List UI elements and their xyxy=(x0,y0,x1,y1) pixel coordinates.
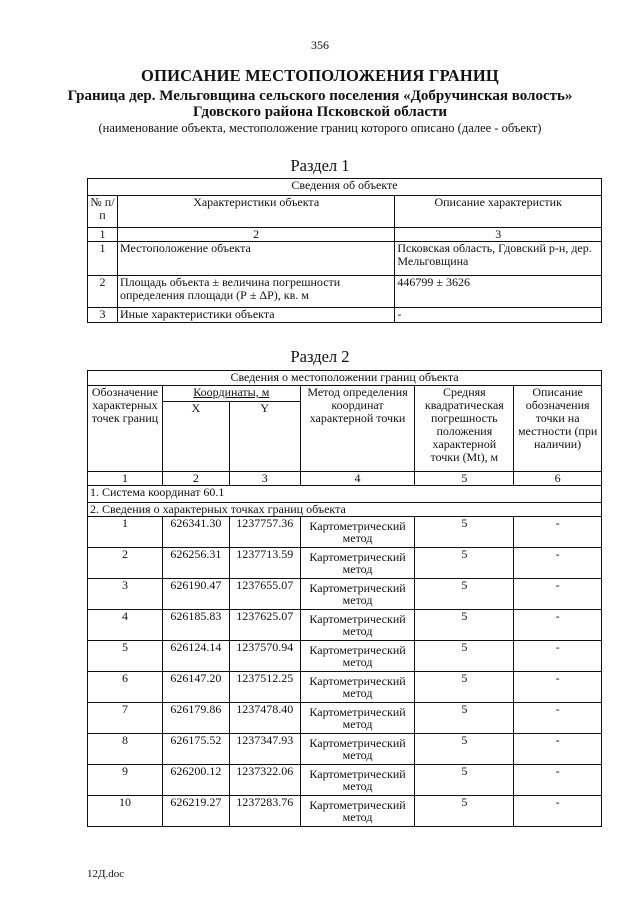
column-header: Обозначение характерных точек границ xyxy=(88,386,163,472)
column-number: 5 xyxy=(415,472,514,486)
y-coordinate-cell: 1237283.76 xyxy=(229,796,300,827)
method-cell: Картометрический метод xyxy=(300,579,415,610)
point-number-cell: 6 xyxy=(88,672,163,703)
point-description-cell: - xyxy=(514,734,602,765)
point-description-cell: - xyxy=(514,796,602,827)
column-header-y: Y xyxy=(229,402,300,472)
table-row xyxy=(88,610,602,641)
column-number: 3 xyxy=(395,228,602,242)
x-coordinate-cell: 626190.47 xyxy=(162,579,229,610)
section2-heading: Раздел 2 xyxy=(290,347,350,366)
y-coordinate-cell: 1237655.07 xyxy=(229,579,300,610)
row-number: 3 xyxy=(88,308,118,323)
method-cell: Картометрический метод xyxy=(300,734,415,765)
x-coordinate-cell: 626219.27 xyxy=(162,796,229,827)
point-number-cell: 9 xyxy=(88,765,163,796)
table-title: Сведения об объекте xyxy=(88,179,602,196)
column-header: № п/п xyxy=(88,196,118,228)
coordinate-system-row: 1. Система координат 60.1 xyxy=(88,486,602,503)
x-coordinate-cell: 626175.52 xyxy=(162,734,229,765)
x-coordinate-cell: 626185.83 xyxy=(162,610,229,641)
description-cell: Псковская область, Гдовский р-н, дер. Мельговщина xyxy=(395,242,602,276)
column-header: Описание обозначения точки на местности (при наличии) xyxy=(514,386,602,472)
point-number-cell: 2 xyxy=(88,548,163,579)
error-cell: 5 xyxy=(415,548,514,579)
column-number: 3 xyxy=(229,472,300,486)
y-coordinate-cell: 1237713.59 xyxy=(229,548,300,579)
point-number-cell: 5 xyxy=(88,641,163,672)
y-coordinate-cell: 1237757.36 xyxy=(229,517,300,548)
x-coordinate-cell: 626147.20 xyxy=(162,672,229,703)
point-description-cell: - xyxy=(514,703,602,734)
column-header-coordinates: Координаты, м xyxy=(162,386,300,402)
table-row xyxy=(88,242,602,276)
description-cell: 446799 ± 3626 xyxy=(395,276,602,308)
table-row xyxy=(88,734,602,765)
method-cell: Картометрический метод xyxy=(300,610,415,641)
table-row xyxy=(88,276,602,308)
table-row xyxy=(88,517,602,548)
point-number-cell: 8 xyxy=(88,734,163,765)
table-row xyxy=(88,765,602,796)
column-header: Характеристики объекта xyxy=(117,196,394,228)
method-cell: Картометрический метод xyxy=(300,672,415,703)
point-description-cell: - xyxy=(514,641,602,672)
y-coordinate-cell: 1237570.94 xyxy=(229,641,300,672)
x-coordinate-cell: 626179.86 xyxy=(162,703,229,734)
y-coordinate-cell: 1237478.40 xyxy=(229,703,300,734)
point-number-cell: 1 xyxy=(88,517,163,548)
point-number-cell: 3 xyxy=(88,579,163,610)
description-cell: - xyxy=(395,308,602,323)
row-number: 2 xyxy=(88,276,118,308)
column-number: 1 xyxy=(88,472,163,486)
column-header: Метод определения координат характерной точки xyxy=(300,386,415,472)
table-title: Сведения о местоположении границ объекта xyxy=(88,371,602,386)
page-number: 356 xyxy=(311,38,329,52)
method-cell: Картометрический метод xyxy=(300,765,415,796)
error-cell: 5 xyxy=(415,796,514,827)
document-title: ОПИСАНИЕ МЕСТОПОЛОЖЕНИЯ ГРАНИЦ xyxy=(141,66,499,85)
point-description-cell: - xyxy=(514,517,602,548)
point-number-cell: 7 xyxy=(88,703,163,734)
point-description-cell: - xyxy=(514,672,602,703)
section1-heading: Раздел 1 xyxy=(290,156,350,175)
column-number: 1 xyxy=(88,228,118,242)
error-cell: 5 xyxy=(415,610,514,641)
error-cell: 5 xyxy=(415,641,514,672)
point-number-cell: 4 xyxy=(88,610,163,641)
point-description-cell: - xyxy=(514,610,602,641)
point-number-cell: 10 xyxy=(88,796,163,827)
table-row xyxy=(88,703,602,734)
point-description-cell: - xyxy=(514,765,602,796)
y-coordinate-cell: 1237347.93 xyxy=(229,734,300,765)
boundary-points-table xyxy=(87,370,602,827)
error-cell: 5 xyxy=(415,517,514,548)
column-number: 2 xyxy=(162,472,229,486)
point-description-cell: - xyxy=(514,548,602,579)
error-cell: 5 xyxy=(415,703,514,734)
object-info-table xyxy=(87,178,602,323)
table-row xyxy=(88,548,602,579)
table-row xyxy=(88,796,602,827)
column-header: Описание характеристик xyxy=(395,196,602,228)
table-row xyxy=(88,672,602,703)
x-coordinate-cell: 626341.30 xyxy=(162,517,229,548)
error-cell: 5 xyxy=(415,579,514,610)
points-body xyxy=(88,517,602,827)
points-heading-row: 2. Сведения о характерных точках границ объекта xyxy=(88,503,602,517)
x-coordinate-cell: 626200.12 xyxy=(162,765,229,796)
method-cell: Картометрический метод xyxy=(300,517,415,548)
y-coordinate-cell: 1237512.25 xyxy=(229,672,300,703)
characteristic-cell: Местоположение объекта xyxy=(117,242,394,276)
method-cell: Картометрический метод xyxy=(300,641,415,672)
y-coordinate-cell: 1237322.06 xyxy=(229,765,300,796)
table-row xyxy=(88,641,602,672)
x-coordinate-cell: 626256.31 xyxy=(162,548,229,579)
method-cell: Картометрический метод xyxy=(300,796,415,827)
column-number: 4 xyxy=(300,472,415,486)
characteristic-cell: Площадь объекта ± величина погрешности определения площади (Р ± ΔР), кв. м xyxy=(117,276,394,308)
document-subtitle-line2: Гдовского района Псковской области xyxy=(193,104,447,120)
table-row xyxy=(88,579,602,610)
error-cell: 5 xyxy=(415,734,514,765)
column-number: 6 xyxy=(514,472,602,486)
document-subtitle-line1: Граница дер. Мельговщина сельского поселения «Добручинская волость» xyxy=(67,88,573,104)
method-cell: Картометрический метод xyxy=(300,548,415,579)
document-note: (наименование объекта, местоположение границ которого описано (далее - объект) xyxy=(98,121,542,135)
error-cell: 5 xyxy=(415,672,514,703)
column-header-x: X xyxy=(162,402,229,472)
method-cell: Картометрический метод xyxy=(300,703,415,734)
y-coordinate-cell: 1237625.07 xyxy=(229,610,300,641)
column-header: Средняя квадратическая погрешность положения характерной точки (Мt), м xyxy=(415,386,514,472)
table-row xyxy=(88,308,602,323)
column-number: 2 xyxy=(117,228,394,242)
error-cell: 5 xyxy=(415,765,514,796)
row-number: 1 xyxy=(88,242,118,276)
footer-filename: 12Д.doc xyxy=(87,868,125,880)
characteristic-cell: Иные характеристики объекта xyxy=(117,308,394,323)
x-coordinate-cell: 626124.14 xyxy=(162,641,229,672)
point-description-cell: - xyxy=(514,579,602,610)
